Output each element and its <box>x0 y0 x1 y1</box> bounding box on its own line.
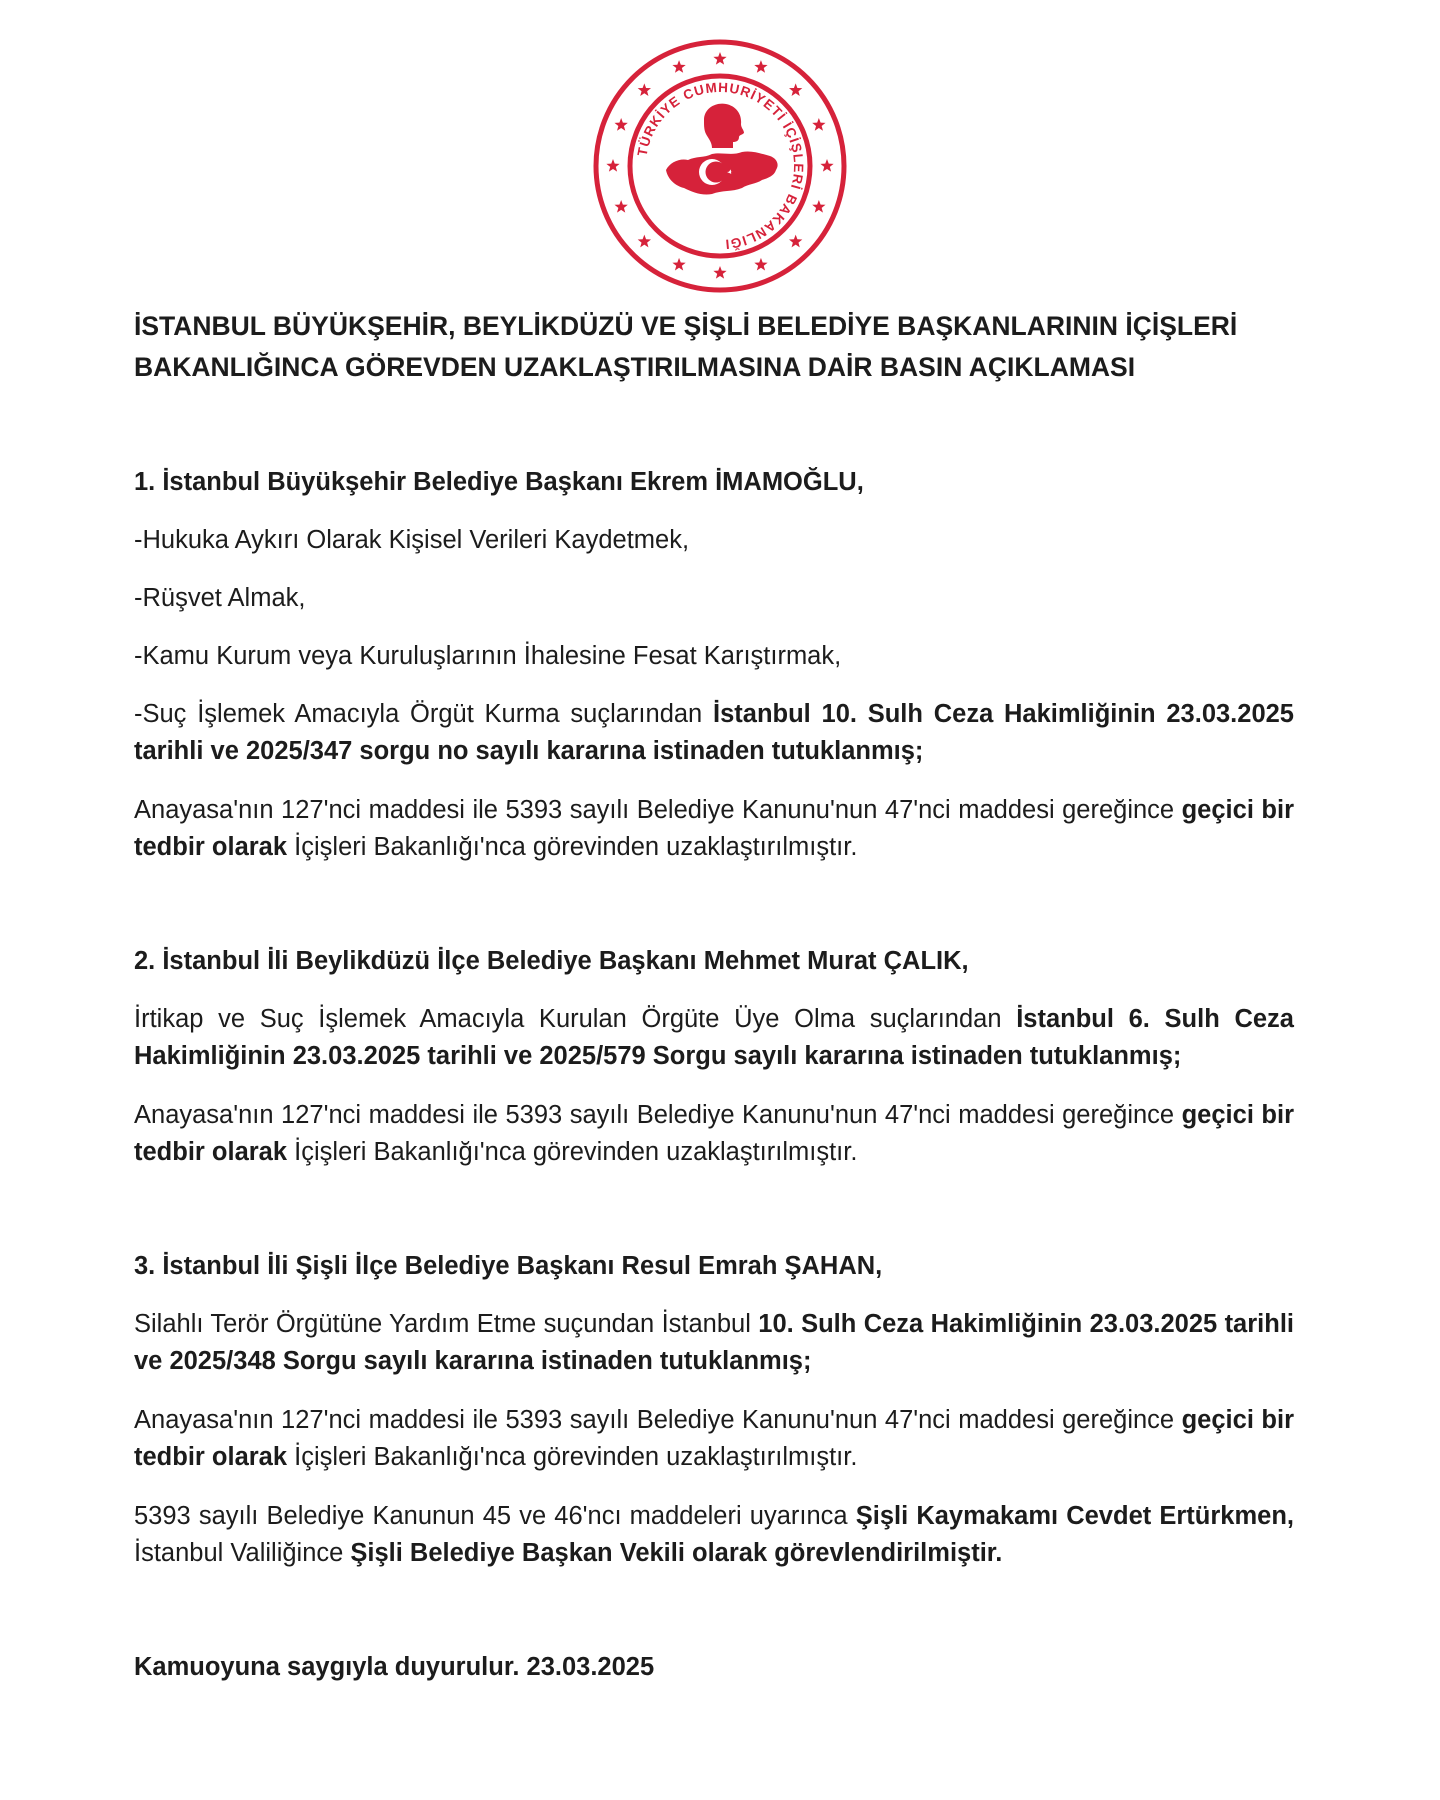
section-3-charge-court: 10. Sulh Ceza Hakimliğinin 23.03.2025 tarihli ve 2025/348 Sorgu sayılı kararına istinaden tutuklanmış; <box>134 1310 1294 1375</box>
seal-text: TÜRKİYE CUMHURİYETİ İÇİŞLERİ BAKANLIĞI <box>634 79 807 252</box>
section-2-ruling <box>134 1097 1294 1171</box>
section-3-ruling-end: İçişleri Bakanlığı'nca görevinden uzaklaştırılmıştır. <box>287 1443 858 1471</box>
section-2-ruling-text: Anayasa'nın 127'nci maddesi ile 5393 sayılı Belediye Kanunu'nun 47'nci maddesi gereğince <box>134 1101 1182 1129</box>
seal-star-icon <box>672 60 685 73</box>
seal-star-icon <box>812 118 825 131</box>
seal-star-icon <box>614 200 627 213</box>
seal-star-icon <box>672 258 685 271</box>
section-3-charge <box>134 1306 1294 1380</box>
section-3-deputy <box>134 1498 1294 1572</box>
section-1-ruling-text: Anayasa'nın 127'nci maddesi ile 5393 sayılı Belediye Kanunu'nun 47'nci maddesi gereğince <box>134 796 1182 824</box>
section-1-heading: 1. İstanbul Büyükşehir Belediye Başkanı Ekrem İMAMOĞLU, <box>134 468 864 496</box>
section-1-ruling-emphasis: geçici bir tedbir olarak <box>134 796 1294 861</box>
seal-star-icon <box>754 60 767 73</box>
section-1-ruling <box>134 792 1294 866</box>
section-1-charge-2: -Rüşvet Almak, <box>134 584 306 612</box>
seal-star-icon <box>713 52 726 65</box>
section-3-ruling-emphasis: geçici bir tedbir olarak <box>134 1406 1294 1471</box>
section-3-charge-text: Silahlı Terör Örgütüne Yardım Etme suçundan İstanbul <box>134 1310 759 1338</box>
section-1-charge-4-court: İstanbul 10. Sulh Ceza Hakimliğinin 23.03.2025 tarihli ve 2025/347 sorgu no sayılı kararına istinaden tutuklanmış; <box>134 700 1294 765</box>
seal-star-icon <box>820 159 833 172</box>
section-3-deputy-name: Şişli Kaymakamı Cevdet Ertürkmen, <box>855 1502 1295 1530</box>
seal-star-icon <box>789 235 802 248</box>
section-3-deputy-role: Şişli Belediye Başkan Vekili olarak görevlendirilmiştir. <box>350 1539 1003 1567</box>
section-3-ruling <box>134 1402 1294 1476</box>
section-2-ruling-end: İçişleri Bakanlığı'nca görevinden uzaklaştırılmıştır. <box>287 1138 858 1166</box>
section-2-heading: 2. İstanbul İli Beylikdüzü İlçe Belediye Başkanı Mehmet Murat ÇALIK, <box>134 947 969 975</box>
section-1-charge-4 <box>134 696 1294 770</box>
section-2-charge-court: İstanbul 6. Sulh Ceza Hakimliğinin 23.03.2025 tarihli ve 2025/579 Sorgu sayılı kararına istinaden tutuklanmış; <box>134 1005 1294 1070</box>
title-line-1: İSTANBUL BÜYÜKŞEHİR, BEYLİKDÜZÜ VE ŞİŞLİ BELEDİYE BAŞKANLARININ İÇİŞLERİ <box>134 311 1238 341</box>
seal-star-icon <box>638 83 651 96</box>
section-2-charge-text: İrtikap ve Suç İşlemek Amacıyla Kurulan Örgüte Üye Olma suçlarından <box>134 1005 1017 1033</box>
seal-star-icon <box>713 266 726 279</box>
document-body <box>134 464 1294 1686</box>
seal-star-icon <box>638 235 651 248</box>
seal-star-icon <box>754 258 767 271</box>
section-3-heading: 3. İstanbul İli Şişli İlçe Belediye Başkanı Resul Emrah ŞAHAN, <box>134 1252 883 1280</box>
closing-statement: Kamuoyuna saygıyla duyurulur. 23.03.2025 <box>134 1653 655 1681</box>
section-3-deputy-text-2: İstanbul Valiliğince <box>134 1539 351 1567</box>
section-1-charge-4-text: -Suç İşlemek Amacıyla Örgüt Kurma suçlarından <box>134 700 713 728</box>
section-1-ruling-end: İçişleri Bakanlığı'nca görevinden uzaklaştırılmıştır. <box>287 833 858 861</box>
seal-star-icon <box>812 200 825 213</box>
section-3-deputy-text-1: 5393 sayılı Belediye Kanunun 45 ve 46'ncı maddeleri uyarınca <box>134 1502 856 1530</box>
profile-emblem <box>666 104 778 195</box>
section-1-charge-3: -Kamu Kurum veya Kuruluşlarının İhalesine Fesat Karıştırmak, <box>134 642 842 670</box>
seal-star-icon <box>606 159 619 172</box>
document-title <box>134 306 1294 388</box>
seal-star-icon <box>614 118 627 131</box>
title-line-2: BAKANLIĞINCA GÖREVDEN UZAKLAŞTIRILMASINA DAİR BASIN AÇIKLAMASI <box>134 352 1136 382</box>
ministry-seal-logo <box>592 38 848 294</box>
section-2-ruling-emphasis: geçici bir tedbir olarak <box>134 1101 1294 1166</box>
seal-star-icon <box>789 83 802 96</box>
section-3-ruling-text: Anayasa'nın 127'nci maddesi ile 5393 sayılı Belediye Kanunu'nun 47'nci maddesi gereğince <box>134 1406 1182 1434</box>
section-1-charge-1: -Hukuka Aykırı Olarak Kişisel Verileri Kaydetmek, <box>134 526 690 554</box>
section-2-charge <box>134 1001 1294 1075</box>
